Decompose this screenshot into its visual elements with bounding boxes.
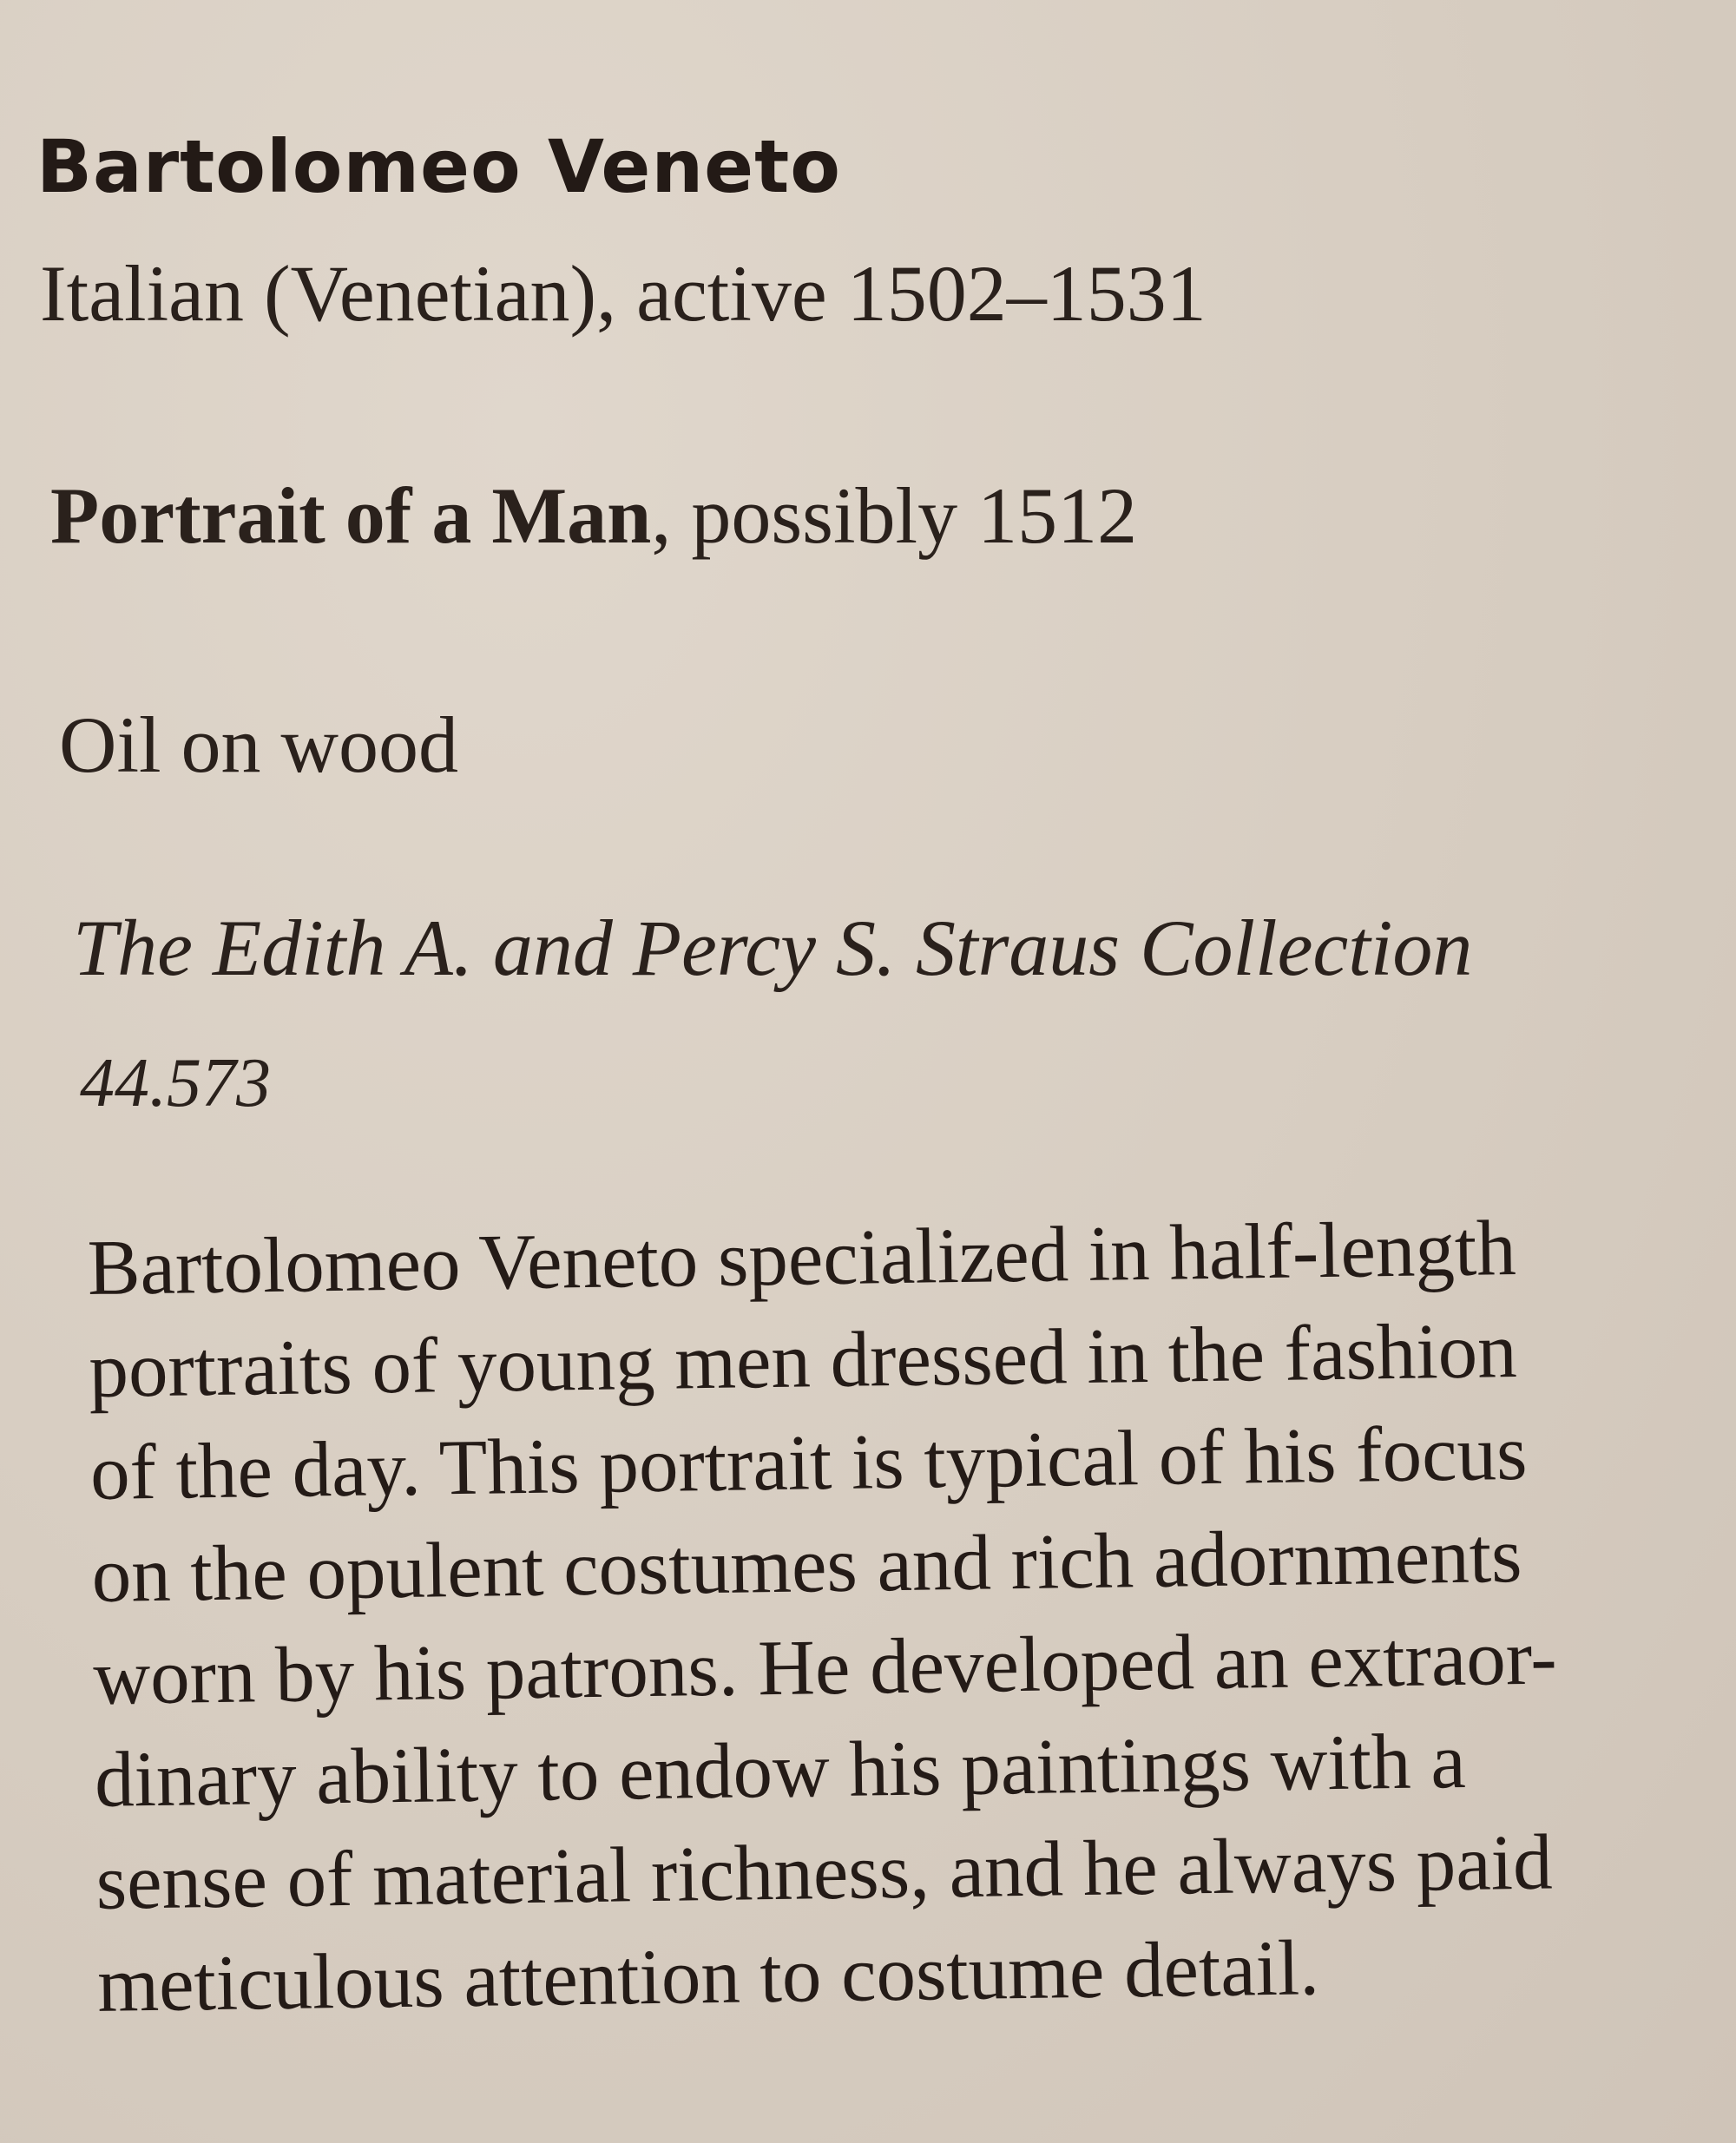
description-line: sense of material richness, and he always paid — [95, 1818, 1554, 1926]
description-line: Bartolomeo Veneto specialized in half-length — [87, 1204, 1517, 1311]
description-line: on the opulent costumes and rich adornments — [91, 1510, 1523, 1619]
artwork-date: , possibly 1512 — [651, 471, 1138, 560]
artwork-title-line — [50, 471, 1138, 560]
credit-line: The Edith A. and Percy S. Straus Collection — [73, 904, 1473, 992]
accession-number: 44.573 — [80, 1045, 271, 1121]
description-line: portraits of young men dressed in the fashion — [88, 1306, 1518, 1414]
description-line: dinary ability to endow his paintings with a — [94, 1716, 1467, 1824]
description-line: worn by his patrons. He developed an extraor- — [92, 1613, 1558, 1721]
artwork-title: Portrait of a Man — [50, 471, 652, 560]
description-line: of the day. This portrait is typical of his focus — [89, 1408, 1529, 1516]
artwork-medium: Oil on wood — [59, 700, 458, 789]
artist-nationality: Italian (Venetian), active 1502–1531 — [40, 249, 1207, 338]
description-text — [87, 1194, 1695, 2036]
artist-name: Bartolomeo Veneto — [36, 124, 841, 209]
description-line: meticulous attention to costume detail. — [96, 1923, 1320, 2028]
